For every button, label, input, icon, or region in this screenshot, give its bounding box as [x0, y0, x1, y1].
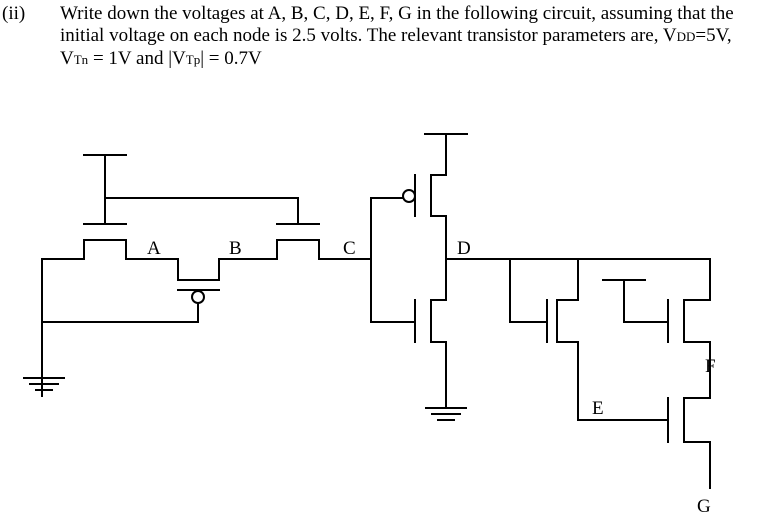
question-line-2-text: initial voltage on each node is 2.5 volts. The relevant transistor parameters are, V	[60, 25, 677, 46]
ground-inverter	[426, 408, 466, 420]
vtn-subscript: Tn	[73, 52, 89, 67]
pmos-pass-transistor	[42, 259, 277, 322]
node-label-e: E	[592, 398, 604, 419]
ground-left	[24, 378, 64, 396]
question-line-2-tail: =5V,	[695, 25, 732, 46]
node-label-b: B	[229, 238, 242, 259]
node-label-f: F	[705, 356, 716, 377]
node-label-d: D	[457, 238, 471, 259]
pass-transistor-2	[277, 224, 371, 259]
node-label-g: G	[697, 496, 711, 517]
vtp-subscript: Tp	[185, 52, 201, 67]
transistor-e-drive	[510, 259, 668, 420]
question-line-1: Write down the voltages at A, B, C, D, E, F, G in the following circuit, assuming that the	[60, 3, 734, 24]
question-line-3-end: | = 0.7V	[200, 48, 262, 69]
transistor-f-drive	[603, 259, 710, 398]
question-line-3-mid: = 1V and |V	[88, 48, 186, 69]
vtn-symbol: V	[60, 48, 74, 69]
node-label-a: A	[147, 238, 161, 259]
vdd-rail-left	[84, 155, 298, 224]
transistor-g-drive	[668, 398, 710, 488]
question-number: (ii)	[2, 3, 26, 24]
node-label-c: C	[343, 238, 356, 259]
inverter	[371, 134, 467, 408]
vdd-subscript: DD	[676, 29, 696, 44]
